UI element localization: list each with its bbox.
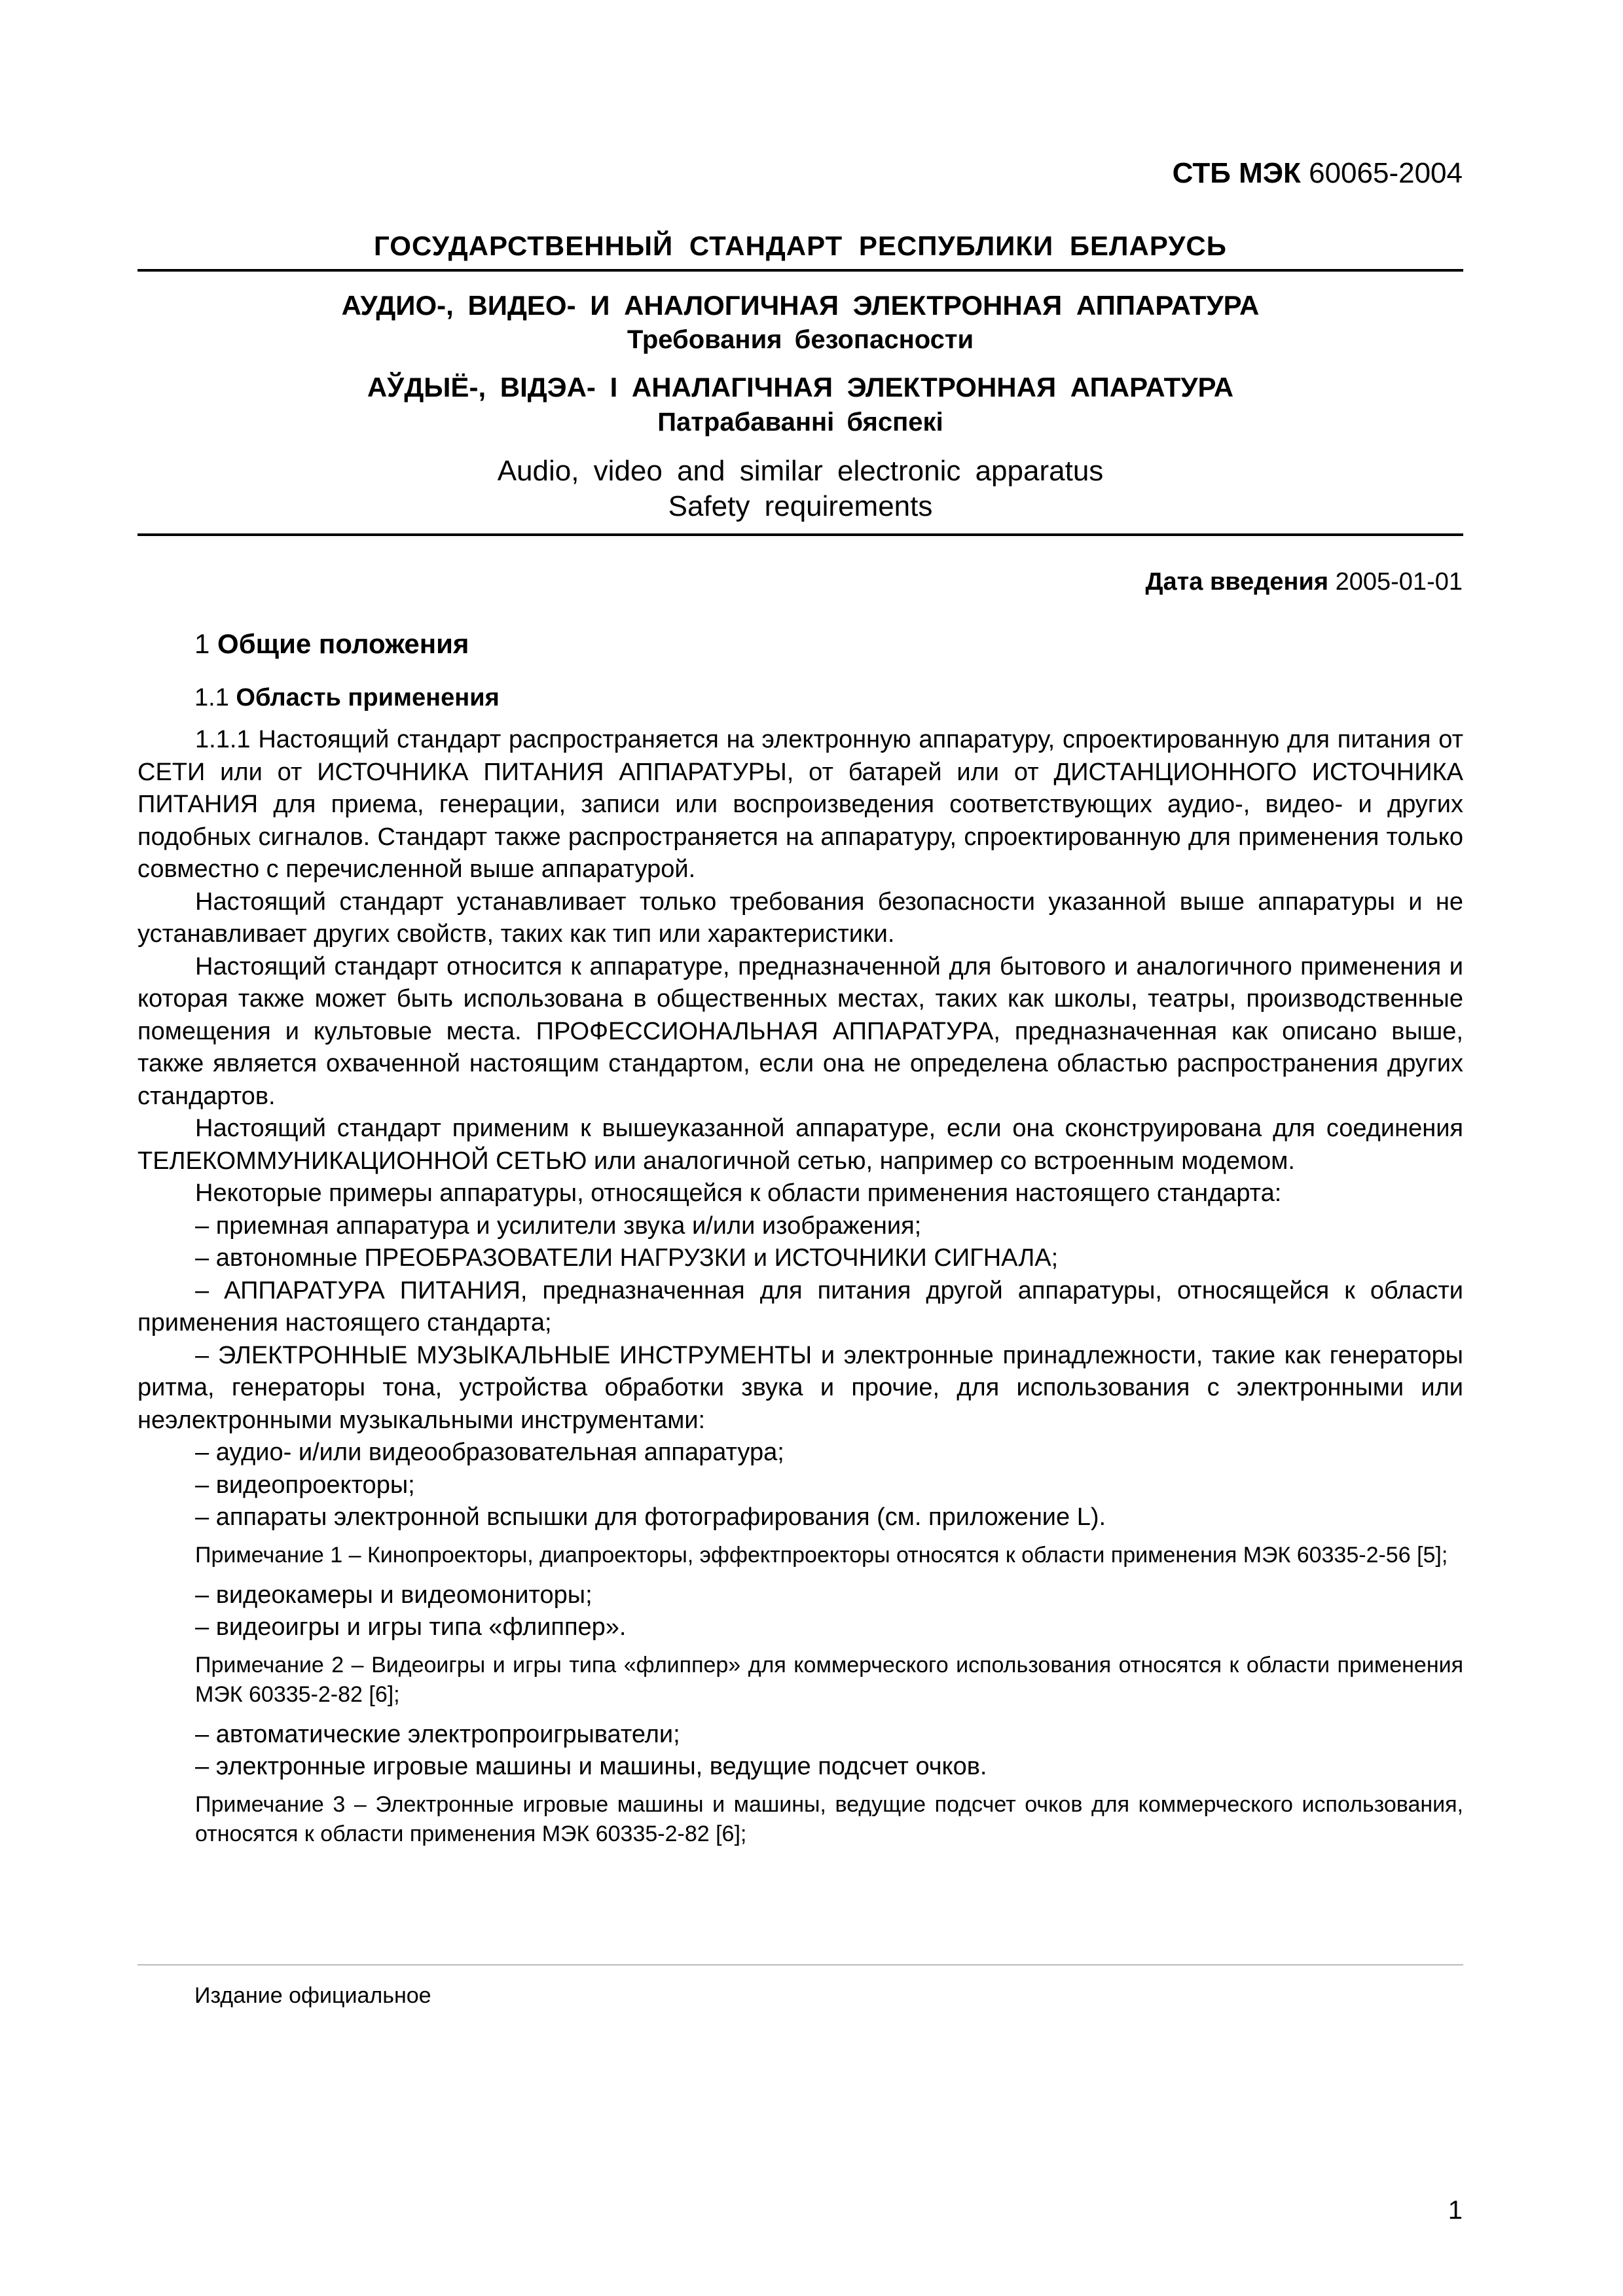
paragraph: 1.1.1 Настоящий стандарт распространяется на электронную аппаратуру, спроектированную для питания от СЕТИ или от ИСТОЧНИКА ПИТАНИЯ АППАРАТУРЫ, от батарей или от ДИСТАНЦИОННОГО ИСТОЧНИКА ПИТАНИЯ для приема, генерации, записи или воспроизведения соответствующих аудио-, видео- и других подобных сигналов. Стандарт также распространяется на аппаратуру, спроектированную для применения только совместно с перечисленной выше аппаратурой. xyxy=(137,726,1463,883)
introduction-date-value: 2005-01-01 xyxy=(1335,568,1463,596)
document-code-number: 60065-2004 xyxy=(1309,157,1463,189)
footer-rule xyxy=(137,1964,1463,1965)
top-rule xyxy=(137,269,1463,272)
section-1-1-heading xyxy=(194,684,500,712)
introduction-date xyxy=(1145,568,1463,596)
section-1-title: Общие положения xyxy=(217,628,469,659)
title-russian: АУДИО-, ВИДЕО- И АНАЛОГИЧНАЯ ЭЛЕКТРОННАЯ АППАРАТУРА xyxy=(341,290,1260,321)
list-item: – АППАРАТУРА ПИТАНИЯ, предназначенная для питания другой аппаратуры, относящейся к области применения настоящего стандарта; xyxy=(137,1276,1463,1336)
list-item: – ЭЛЕКТРОННЫЕ МУЗЫКАЛЬНЫЕ ИНСТРУМЕНТЫ и электронные принадлежности, такие как генераторы ритма, генераторы тона, устройства обработки звука и прочие, для использования с электронными или неэлектронными музыкальными инструментами: xyxy=(137,1341,1463,1434)
section-1-1-number: 1.1 xyxy=(194,684,229,711)
list-item: – автоматические электропроигрыватели; xyxy=(195,1720,680,1748)
note-2: Примечание 2 – Видеоигры и игры типа «флиппер» для коммерческого использования относятся к области применения МЭК 60335-2-82 [6]; xyxy=(195,1652,1463,1707)
list-item: – электронные игровые машины и машины, ведущие подсчет очков. xyxy=(195,1753,987,1780)
state-standard-heading: ГОСУДАРСТВЕННЫЙ СТАНДАРТ РЕСПУБЛИКИ БЕЛАРУСЬ xyxy=(374,230,1227,261)
subtitle-belarusian: Патрабаванні бяспекі xyxy=(657,408,943,437)
paragraph: Настоящий стандарт применим к вышеуказанной аппаратуре, если она сконструирована для соединения ТЕЛЕКОММУНИКАЦИОННОЙ СЕТЬЮ или аналогичной сетью, например со встроенным модемом. xyxy=(137,1115,1463,1175)
note-1: Примечание 1 – Кинопроекторы, диапроекторы, эффектпроекторы относятся к области применения МЭК 60335-2-56 [5]; xyxy=(195,1542,1448,1568)
subtitle-russian: Требования безопасности xyxy=(627,325,974,354)
title-belarusian: АЎДЫЁ-, ВІДЭА- І АНАЛАГІЧНАЯ ЭЛЕКТРОННАЯ АПАРАТУРА xyxy=(367,372,1234,403)
section-1-1-title: Область применения xyxy=(236,684,500,711)
list-item: – аудио- и/или видеообразовательная аппаратура; xyxy=(195,1439,784,1466)
list-item: – автономные ПРЕОБРАЗОВАТЕЛИ НАГРУЗКИ и ИСТОЧНИКИ СИГНАЛА; xyxy=(195,1244,1059,1272)
body-text xyxy=(137,724,1463,1858)
title-bottom-rule xyxy=(137,533,1463,536)
section-1-number: 1 xyxy=(194,628,210,659)
official-edition-label: Издание официальное xyxy=(194,1983,431,2008)
section-1-heading xyxy=(194,628,469,660)
list-item: – видеокамеры и видеомониторы; xyxy=(195,1581,593,1609)
note-3: Примечание 3 – Электронные игровые машины и машины, ведущие подсчет очков для коммерческого использования, относятся к области применения МЭК 60335-2-82 [6]; xyxy=(195,1791,1463,1846)
document-code xyxy=(1173,157,1463,190)
paragraph: Некоторые примеры аппаратуры, относящейся к области применения настоящего стандарта: xyxy=(195,1179,1282,1207)
list-item: – аппараты электронной вспышки для фотографирования (см. приложение L). xyxy=(195,1503,1106,1531)
paragraph: Настоящий стандарт относится к аппаратуре, предназначенной для бытового и аналогичного применения и которая также может быть использована в общественных местах, таких как школы, театры, производственные помещения и культовые места. ПРОФЕССИОНАЛЬНАЯ АППАРАТУРА, предназначенная как описано выше, также является охваченной настоящим стандартом, если она не определена областью распространения других стандартов. xyxy=(137,952,1463,1110)
document-code-prefix: СТБ МЭК xyxy=(1172,157,1301,189)
page-number: 1 xyxy=(1448,2196,1463,2225)
list-item: – видеоигры и игры типа «флиппер». xyxy=(195,1613,627,1641)
title-english: Audio, video and similar electronic apparatus xyxy=(497,455,1104,487)
introduction-date-label: Дата введения xyxy=(1145,568,1329,596)
paragraph: Настоящий стандарт устанавливает только требования безопасности указанной выше аппаратуры и не устанавливает других свойств, таких как тип или характеристики. xyxy=(137,888,1463,948)
subtitle-english: Safety requirements xyxy=(668,490,933,522)
list-item: – видеопроекторы; xyxy=(195,1471,415,1499)
list-item: – приемная аппаратура и усилители звука и/или изображения; xyxy=(195,1211,922,1240)
